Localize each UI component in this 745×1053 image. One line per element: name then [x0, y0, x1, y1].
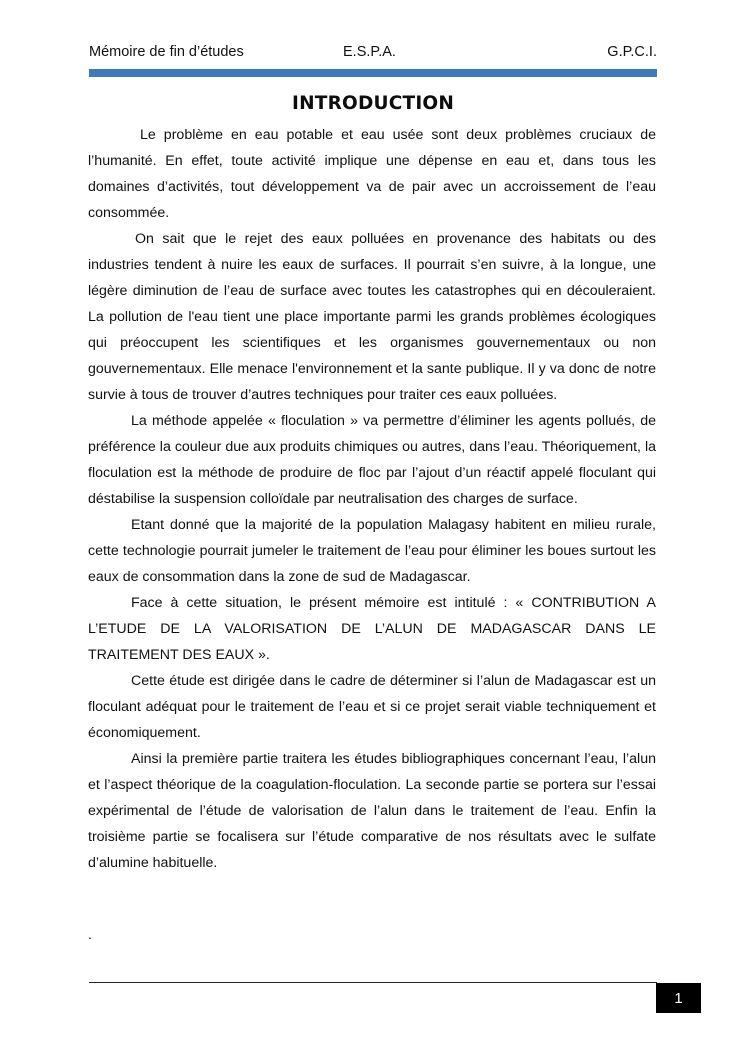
- body-text: [88, 122, 656, 876]
- header-school-label: E.S.P.A.: [343, 44, 396, 60]
- header-department-label: G.P.C.I.: [607, 44, 657, 60]
- trailing-mark: .: [88, 926, 92, 942]
- paragraph: La méthode appelée « floculation » va permettre d’éliminer les agents pollués, de préférence la couleur due aux produits chimiques ou autres, dans l’eau. Théoriquement, la floculation est la méthode de produire de floc par l’ajout d’un réactif appelé floculant qui déstabilise la suspension colloïdale par neutralisation des charges de surface.: [88, 413, 656, 507]
- paragraph: Le problème en eau potable et eau usée sont deux problèmes cruciaux de l’humanité. En effet, toute activité implique une dépense en eau et, dans tous les domaines d’activités, tout développement va de pair avec un accroissement de l’eau consommée.: [88, 127, 656, 221]
- footer-rule: [89, 982, 657, 983]
- paragraph: On sait que le rejet des eaux polluées en provenance des habitats ou des industries tendent à nuire les eaux de surfaces. Il pourrait s’en suivre, à la longue, une légère diminution de l’eau de surface avec toutes les catastrophes qui en découleraient. La pollution de l'eau tient une place importante parmi les grands problèmes écologiques qui préoccupent les scientifiques et les organismes gouvernementaux ou non gouvernementaux. Elle menace l'environnement et la sante publique. Il y va donc de notre survie à tous de trouver d’autres techniques pour traiter ces eaux polluées.: [88, 231, 656, 403]
- paragraph: Cette étude est dirigée dans le cadre de déterminer si l’alun de Madagascar est un floculant adéquat pour le traitement de l’eau et si ce projet serait viable techniquement et économiquement.: [88, 673, 656, 741]
- paragraph: Face à cette situation, le présent mémoire est intitulé : « CONTRIBUTION A L’ETUDE DE LA VALORISATION DE L’ALUN DE MADAGASCAR DANS LE TRAITEMENT DES EAUX ».: [88, 595, 656, 663]
- paragraph: Ainsi la première partie traitera les études bibliographiques concernant l’eau, l’alun et l’aspect théorique de la coagulation-floculation. La seconde partie se portera sur l’essai expérimental de l’étude de valorisation de l’alun dans le traitement de l’eau. Enfin la troisième partie se focalisera sur l’étude comparative de nos résultats avec le sulfate d’alumine habituelle.: [88, 751, 656, 871]
- section-title: INTRODUCTION: [291, 93, 455, 114]
- header-thesis-label: Mémoire de fin d’études: [89, 44, 244, 60]
- paragraph: Etant donné que la majorité de la population Malagasy habitent en milieu rurale, cette technologie pourrait jumeler le traitement de l’eau pour éliminer les boues surtout les eaux de consommation dans la zone de sud de Madagascar.: [88, 517, 656, 585]
- page-number: 1: [656, 983, 701, 1013]
- header-rule: [89, 69, 657, 77]
- page-header: [89, 44, 657, 64]
